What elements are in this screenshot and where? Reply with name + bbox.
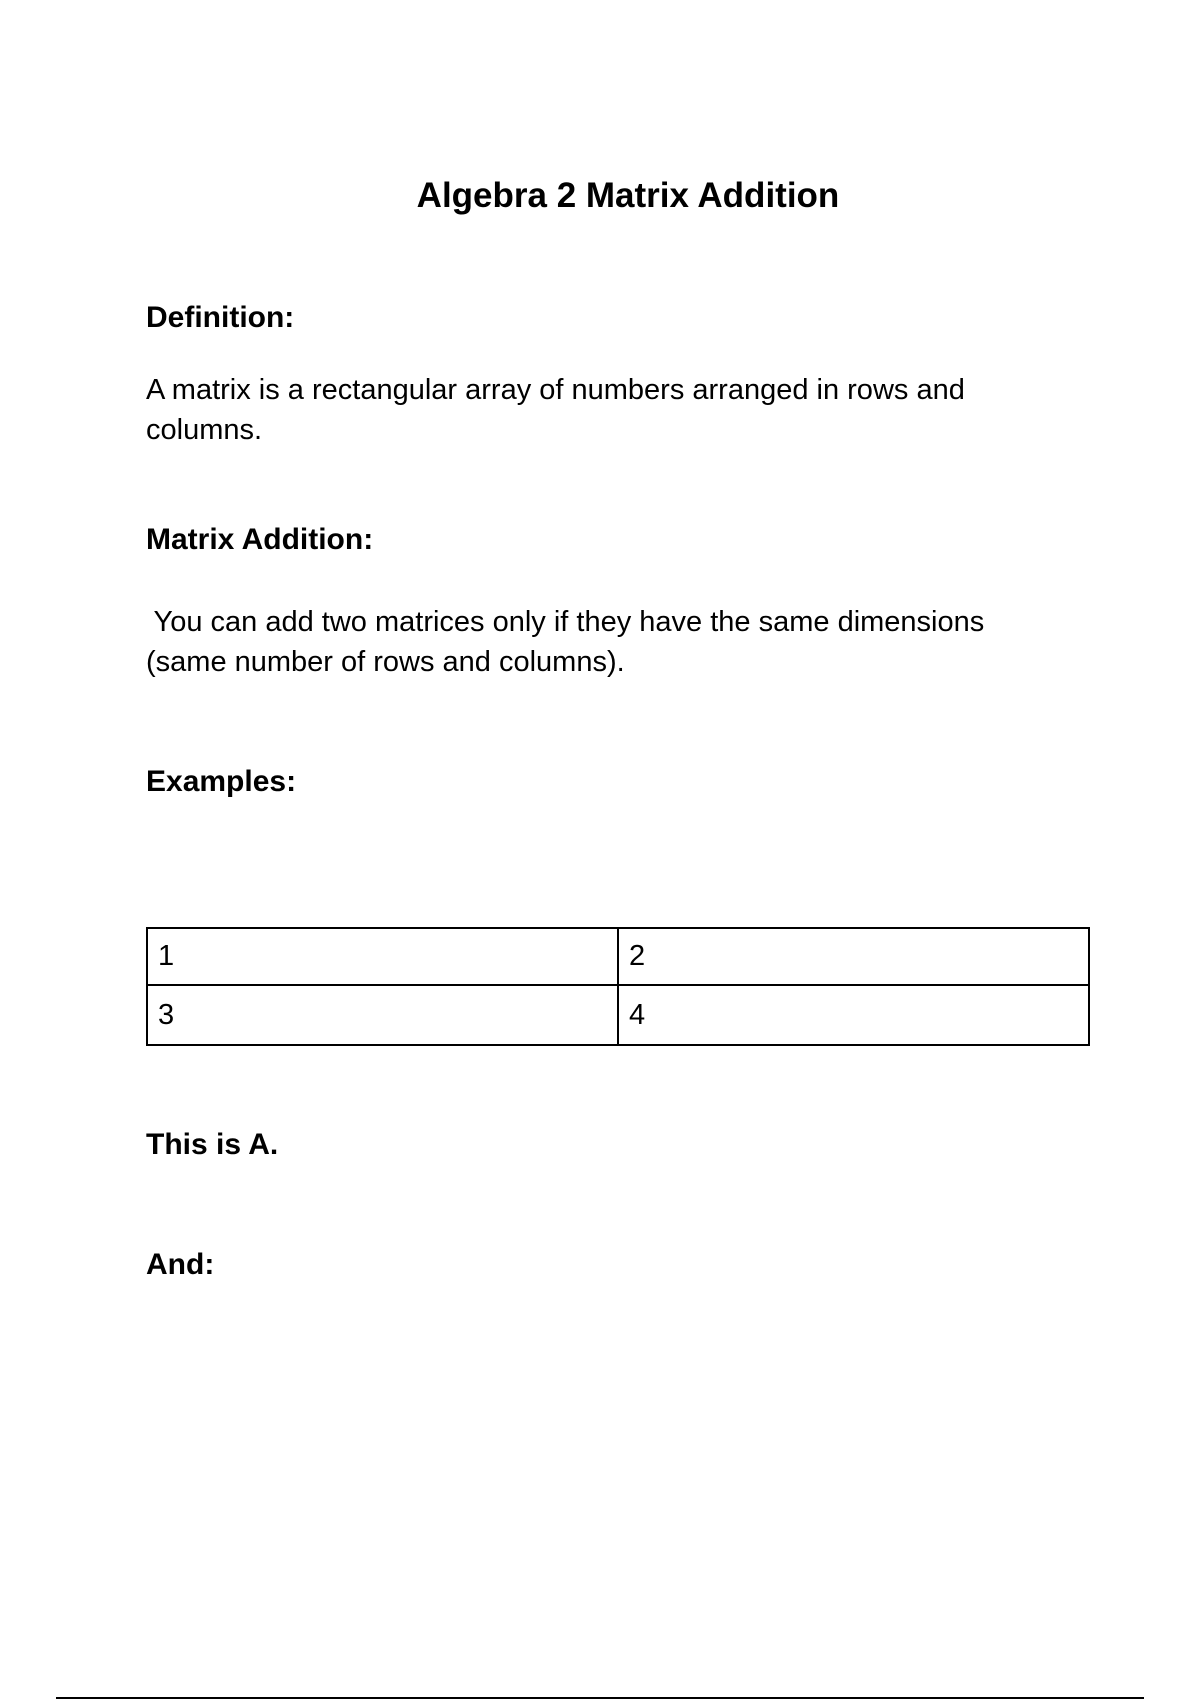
- definition-heading: Definition:: [146, 301, 295, 334]
- matrix-addition-line: You can add two matrices only if they have the same dimensions: [146, 606, 985, 638]
- definition-line: columns.: [146, 414, 263, 446]
- matrix-a-table: [146, 927, 1090, 1046]
- definition-paragraph: [146, 370, 1076, 450]
- table-cell: 2: [618, 928, 1089, 985]
- table-row: [147, 985, 1089, 1045]
- matrix-addition-heading: Matrix Addition:: [146, 523, 374, 556]
- page-title: Algebra 2 Matrix Addition: [416, 176, 840, 215]
- table-cell: 1: [147, 928, 618, 985]
- table-cell: 3: [147, 985, 618, 1045]
- matrix-addition-paragraph: [146, 602, 1076, 682]
- matrix-addition-line: (same number of rows and columns).: [146, 646, 625, 678]
- definition-line: A matrix is a rectangular array of numbers arranged in rows and: [146, 374, 965, 406]
- table-row: [147, 928, 1089, 985]
- examples-heading: Examples:: [146, 765, 297, 798]
- page-bottom-divider: [56, 1697, 1144, 1699]
- followup-label: And:: [146, 1248, 215, 1281]
- matrix-caption: This is A.: [146, 1128, 279, 1161]
- table-cell: 4: [618, 985, 1089, 1045]
